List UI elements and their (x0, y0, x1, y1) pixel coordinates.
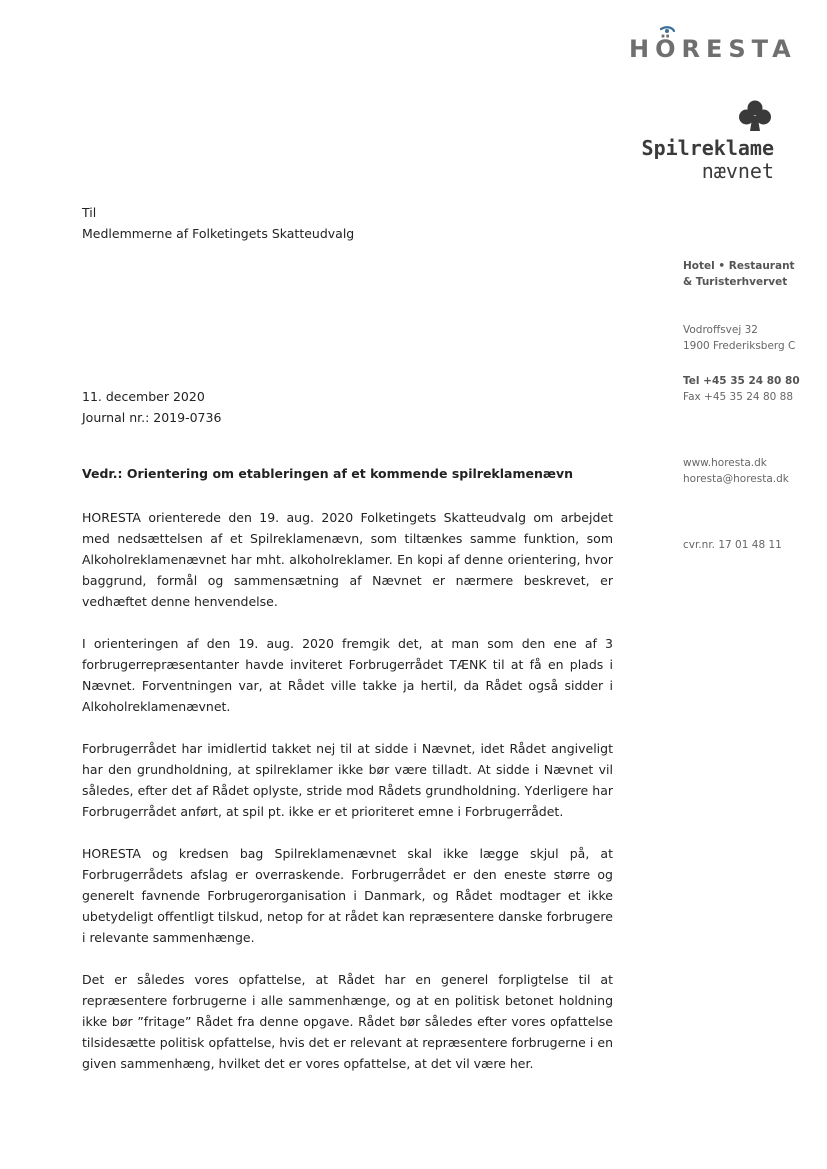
naevnet-wordmark: nævnet (701, 159, 774, 183)
letter-subject: Vedr.: Orientering om etableringen af et kommende spilreklamenævn (82, 466, 574, 481)
journal-number: Journal nr.: 2019-0736 (82, 410, 222, 425)
fax-line: Fax +45 35 24 80 88 (683, 391, 794, 403)
org-line-1: Hotel • Restaurant (683, 260, 795, 272)
letter-body (82, 507, 613, 1095)
club-icon (737, 98, 773, 134)
tel-line: Tel +45 35 24 80 80 (683, 375, 800, 387)
meta-block (82, 386, 221, 428)
address-block (683, 322, 795, 354)
body-paragraph: HORESTA og kredsen bag Spilreklamenævnet skal ikke lægge skjul på, at Forbrugerrådets afslag er overraskende. Forbrugerrådet er den eneste større og generelt favnende Forbrugerorganisation i Danmark, og Rådet modtager et ikke ubetydeligt offentligt tilskud, netop for at rådet kan repræsentere danske forbrugere i relevante sammenhænge. (82, 846, 613, 945)
horesta-logo (628, 24, 797, 68)
spilreklame-wordmark: Spilreklame (641, 136, 774, 160)
email-line[interactable]: horesta@horesta.dk (683, 473, 789, 485)
body-paragraph: I orienteringen af den 19. aug. 2020 fremgik det, at man som den ene af 3 forbrugerrepræsentanter havde inviteret Forbrugerrådet TÆNK til at få en plads i Nævnet. Forventningen var, at Rådet ville takke ja hertil, da Rådet også sidder i Alkoholreklamenævnet. (82, 636, 613, 714)
address-line-1: Vodroffsvej 32 (683, 324, 758, 336)
recipient-line-1: Til (82, 205, 97, 220)
web-block (683, 455, 789, 487)
address-line-2: 1900 Frederiksberg C (683, 340, 796, 352)
recipient-line-2: Medlemmerne af Folketingets Skatteudvalg (82, 226, 355, 241)
horesta-wordmark: HÖRESTA (629, 35, 797, 63)
org-block (683, 258, 795, 290)
cvr-line: cvr.nr. 17 01 48 11 (683, 539, 782, 551)
phone-block (683, 373, 800, 405)
recipient-block (82, 202, 354, 244)
body-paragraph: Forbrugerrådet har imidlertid takket nej til at sidde i Nævnet, idet Rådet angiveligt har den grundholdning, at spilreklamer ikke bør være tilladt. At sidde i Nævnet vil således, efter det af Rådet oplyste, stride mod Rådets grundholdning. Yderligere har Forbrugerrådet anført, at spil pt. ikke er et prioriteret emne i Forbrugerrådet. (82, 741, 613, 819)
body-paragraph: Det er således vores opfattelse, at Rådet har en generel forpligtelse til at repræsentere forbrugerne i alle sammenhænge, og at en politisk betonet holdning ikke bør ”fritage” Rådet fra denne opgave. Rådet bør således efter vores opfattelse tilsidesætte politisk opfattelse, hvis det er relevant at repræsentere forbrugerne i en given sammenhæng, hvilket det er vores opfattelse, at det vil være her. (82, 972, 613, 1071)
cvr-block (683, 537, 782, 553)
letter-date: 11. december 2020 (82, 389, 205, 404)
web-line[interactable]: www.horesta.dk (683, 457, 767, 469)
body-paragraph: HORESTA orienterede den 19. aug. 2020 Folketingets Skatteudvalg om arbejdet med nedsættelsen af et Spilreklamenævn, som tiltænkes samme funktion, som Alkoholreklamenævnet har mht. alkoholreklamer. En kopi af denne orientering, hvor baggrund, formål og sammensætning af Nævnet er nærmere beskrevet, er vedhæftet denne henvendelse. (82, 510, 613, 609)
org-line-2: & Turisterhvervet (683, 276, 788, 288)
